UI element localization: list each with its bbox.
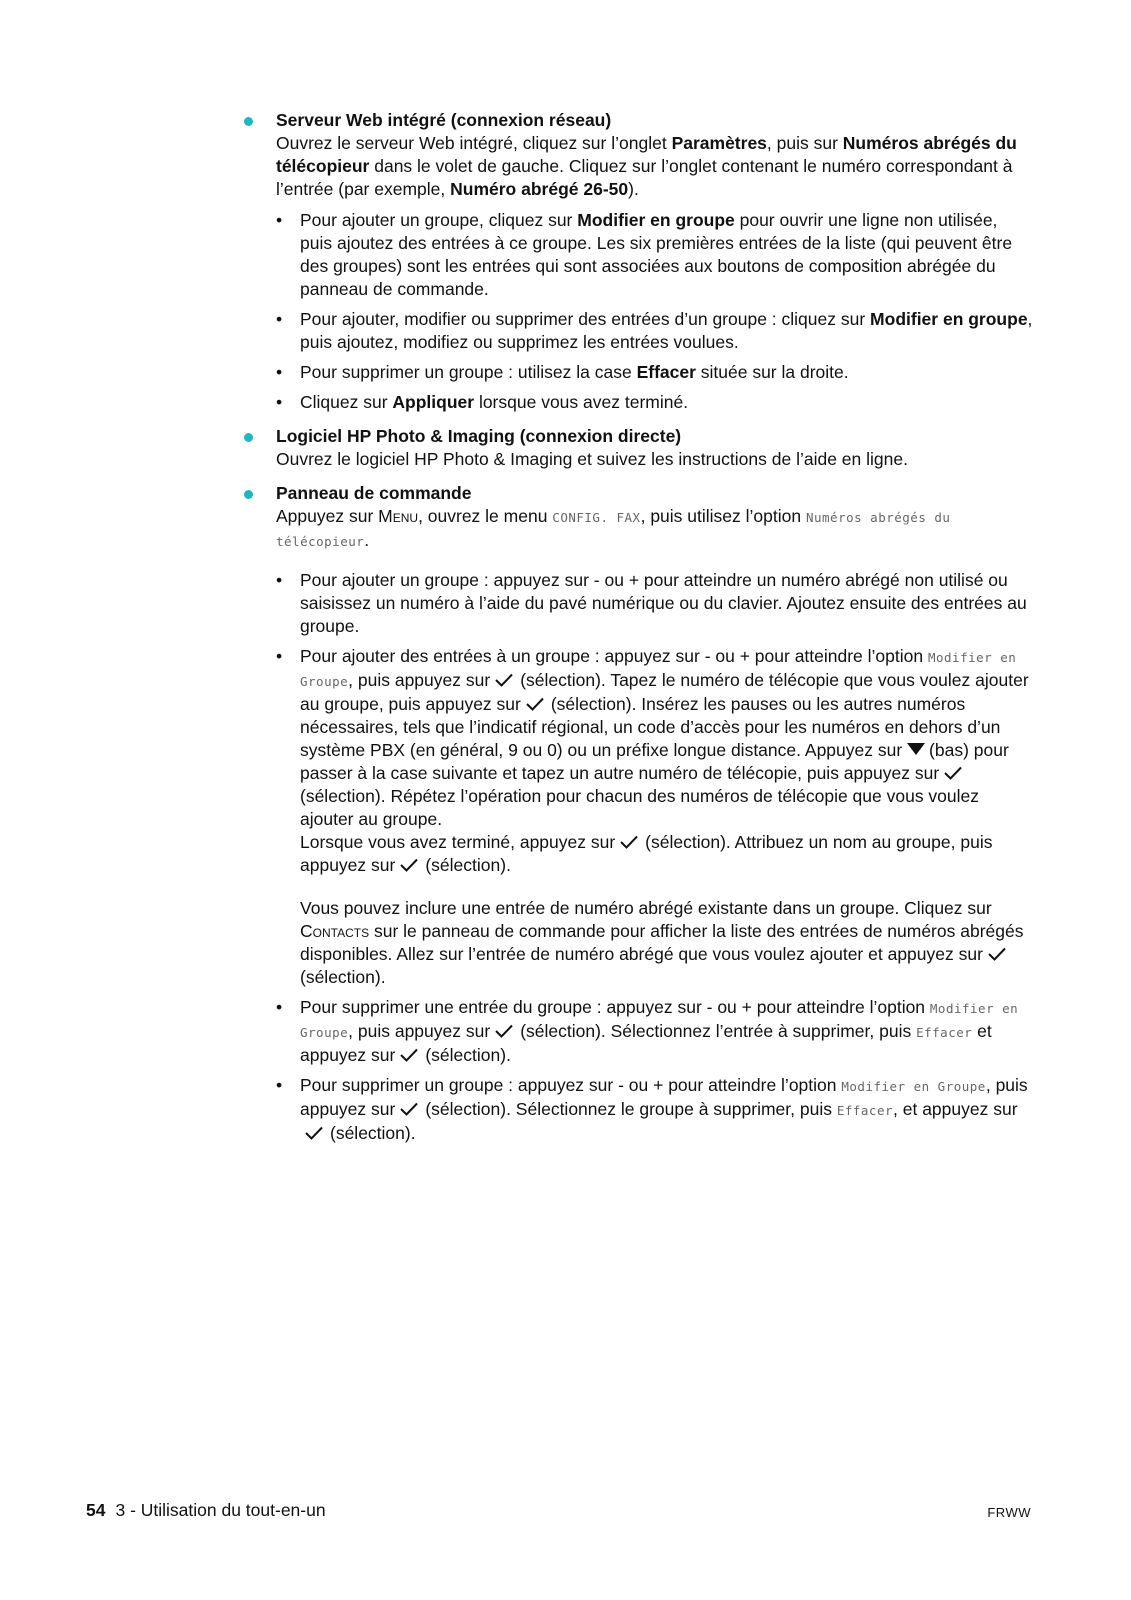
section-bullet-icon — [244, 117, 253, 126]
list-item: • Pour ajouter un groupe, cliquez sur Modifier en groupe pour ouvrir une ligne non utilisée, puis ajoutez des entrées à ce groupe. Les six premières entrées de la liste (qui peuvent être des groupes) sont les entrées qui sont associées aux boutons de composition abrégée du panneau de commande. — [276, 210, 1013, 299]
section-title: Serveur Web intégré (connexion réseau) — [276, 110, 612, 130]
section-bullet-icon — [244, 490, 253, 499]
bullet-icon: • — [276, 210, 283, 230]
bullet-icon: • — [276, 1075, 283, 1095]
page-number: 54 — [86, 1500, 106, 1520]
section-intro: Ouvrez le serveur Web intégré, cliquez sur l’onglet Paramètres, puis sur Numéros abrégés du télécopieur dans le volet de gauche. Cliquez sur l’onglet contenant le numéro correspondant à l’entrée (par exemple, Numéro abrégé 26-50). — [276, 133, 1017, 199]
list-item: • Pour supprimer un groupe : appuyez sur - ou + pour atteindre l’option Modifier en Groupe, puis appuyez sur (sélection). Sélectionnez le groupe à supprimer, puis Effacer, et appuyez sur(sélection). — [276, 1075, 1028, 1143]
checkmark-icon — [987, 946, 1007, 962]
section-bullet-icon — [244, 433, 253, 442]
checkmark-icon — [399, 1101, 419, 1117]
bullet-icon: • — [276, 392, 283, 412]
section-title: Logiciel HP Photo & Imaging (connexion directe) — [276, 426, 682, 446]
checkmark-icon — [304, 1125, 324, 1141]
chapter-title: 3 - Utilisation du tout-en-un — [115, 1500, 326, 1520]
list-item: • Cliquez sur Appliquer lorsque vous avez terminé. — [276, 392, 689, 412]
list-item: • Pour ajouter des entrées à un groupe : appuyez sur - ou + pour atteindre l’option Modifier en Groupe, puis appuyez sur (sélection). Tapez le numéro de télécopie que vous voulez ajouter au groupe, puis appuyez sur (sélection). Insérez les pauses ou les autres numéros nécessaires, tels que l’indicatif régional, un code d’accès pour les numéros en dehors d’un système PBX (en général, 9 ou 0) ou un préfixe longue distance. Appuyez sur (bas) pour passer à la case suivante et tapez un autre numéro de télécopie, puis appuyez sur(sélection). Répétez l’opération pour chacun des numéros de télécopie que vous voulez ajouter au groupe. Lorsque vous avez terminé, appuyez sur (sélection). Attribuez un nom au groupe, puis appuyez sur (sélection). Vous pouvez inclure une entrée de numéro abrégé existante dans un groupe. Cliquez sur Contacts sur le panneau de commande pour afficher la liste des entrées de numéros abrégés disponibles. Allez sur l’entrée de numéro abrégé que vous voulez ajouter et appuyez sur(sélection). — [276, 645, 1034, 989]
section-title: Panneau de commande — [276, 483, 472, 503]
list-item: • Pour ajouter un groupe : appuyez sur - ou + pour atteindre un numéro abrégé non utilisé ou saisissez un numéro à l’aide du pavé numérique ou du clavier. Ajoutez ensuite des entrées au groupe. — [276, 570, 1027, 636]
bullet-icon: • — [276, 997, 283, 1017]
down-arrow-icon — [907, 743, 925, 755]
checkmark-icon — [943, 765, 963, 781]
bullet-icon: • — [276, 646, 283, 666]
bullet-icon: • — [276, 309, 283, 329]
page-content — [244, 109, 1034, 1156]
section-text: Ouvrez le logiciel HP Photo & Imaging et suivez les instructions de l’aide en ligne. — [276, 449, 908, 469]
note-paragraph: Vous pouvez inclure une entrée de numéro abrégé existante dans un groupe. Cliquez sur Contacts sur le panneau de commande pour afficher la liste des entrées de numéros abrégés disponibles. Allez sur l’entrée de numéro abrégé que vous voulez ajouter et appuyez sur(sélection). — [300, 898, 1024, 987]
section-web-server — [244, 109, 1034, 414]
checkmark-icon — [399, 857, 419, 873]
checkmark-icon — [494, 1023, 514, 1039]
checkmark-icon — [494, 672, 514, 688]
checkmark-icon — [619, 834, 639, 850]
section-intro: Appuyez sur Menu, ouvrez le menu CONFIG. FAX, puis utilisez l’option Numéros abrégés du télécopieur. — [276, 506, 951, 550]
list-item: • Pour ajouter, modifier ou supprimer des entrées d’un groupe : cliquez sur Modifier en groupe, puis ajoutez, modifiez ou supprimez les entrées voulues. — [276, 309, 1033, 352]
list-item: • Pour supprimer un groupe : utilisez la case Effacer située sur la droite. — [276, 362, 849, 382]
section-photo-imaging — [244, 425, 1034, 471]
list-item: • Pour supprimer une entrée du groupe : appuyez sur - ou + pour atteindre l’option Modifier en Groupe, puis appuyez sur (sélection). Sélectionnez l’entrée à supprimer, puis Effacer et appuyez sur (sélection). — [276, 997, 1019, 1065]
checkmark-icon — [399, 1047, 419, 1063]
section-control-panel — [244, 482, 1034, 1145]
footer-locale: FRWW — [987, 1505, 1031, 1520]
bullet-icon: • — [276, 570, 283, 590]
bullet-icon: • — [276, 362, 283, 382]
checkmark-icon — [525, 696, 545, 712]
